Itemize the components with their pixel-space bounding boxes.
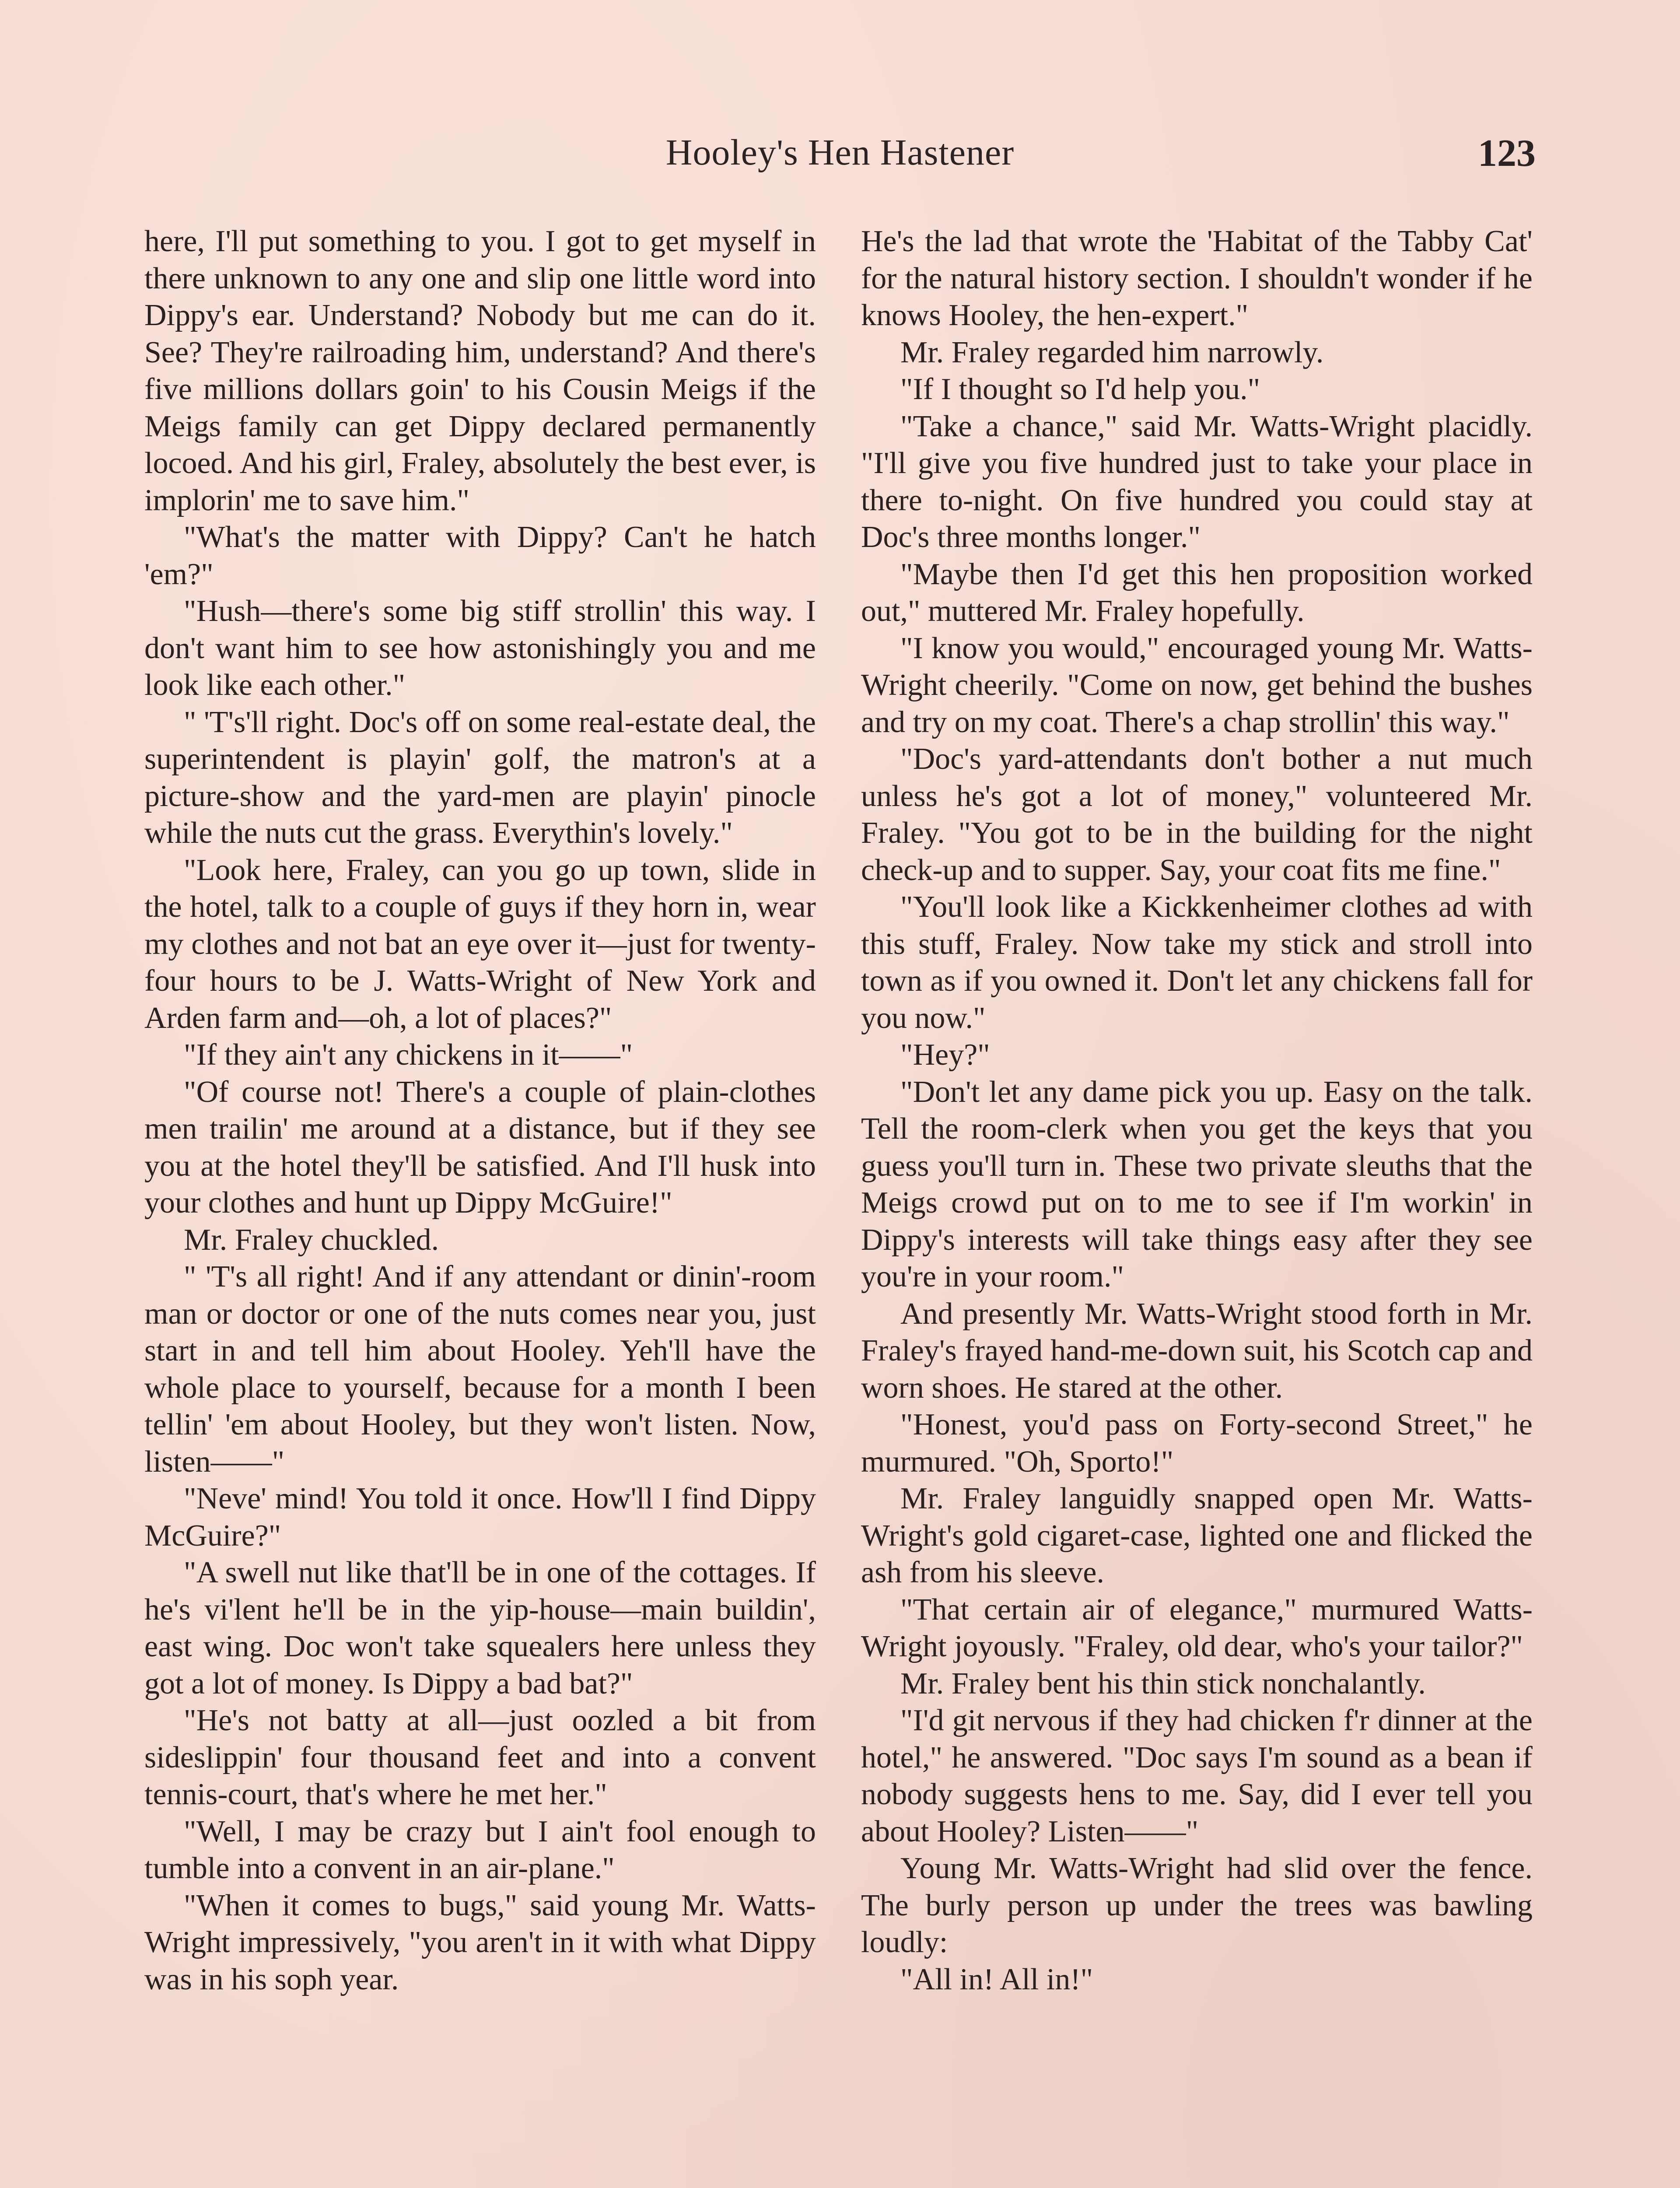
paragraph: "When it comes to bugs," said young Mr. Watts-Wright impressively, "you aren't in it with what Dippy was in his soph year. <box>144 1888 816 1996</box>
paragraph: Mr. Fraley languidly snapped open Mr. Watts-Wright's gold cigaret-case, lighted one and flicked the ash from his sleeve. <box>861 1482 1533 1589</box>
paragraph: "Look here, Fraley, can you go up town, slide in the hotel, talk to a couple of guys if they horn in, wear my clothes and not bat an eye over it—just for twenty-four hours to be J. Watts-Wright of New York and Arden farm and—oh, a lot of places?" <box>144 853 816 1035</box>
paragraph: "Don't let any dame pick you up. Easy on the talk. Tell the room-clerk when you get the keys that you guess you'll turn in. These two private sleuths that the Meigs crowd put on to me to see if I'm workin' in Dippy's interests will take things easy after they see you're in your room." <box>861 1075 1533 1294</box>
paragraph: here, I'll put something to you. I got to get myself in there unknown to any one and slip one little word into Dippy's ear. Understand? Nobody but me can do it. See? They're railroading him, understand? And there's five millions dollars goin' to his Cousin Meigs if the Meigs family can get Dippy declared permanently locoed. And his girl, Fraley, absolutely the best ever, is implorin' me to save him." <box>144 224 816 517</box>
paragraph: "What's the matter with Dippy? Can't he hatch 'em?" <box>144 520 816 591</box>
paragraph: "You'll look like a Kickkenheimer clothes ad with this stuff, Fraley. Now take my stick and stroll into town as if you owned it. Don't let any chickens fall for you now." <box>861 890 1533 1035</box>
paragraph: "If they ain't any chickens in it——" <box>184 1038 633 1072</box>
paragraph: "Of course not! There's a couple of plain-clothes men trailin' me around at a distance, but if they see you at the hotel they'll be satisfied. And I'll husk into your clothes and hunt up Dippy McGuire!" <box>144 1075 816 1220</box>
paragraph: "That certain air of elegance," murmured Watts-Wright joyously. "Fraley, old dear, who's your tailor?" <box>861 1592 1533 1663</box>
paragraph: "Hush—there's some big stiff strollin' this way. I don't want him to see how astonishingly you and me look like each other." <box>144 594 816 702</box>
paragraph: "I know you would," encouraged young Mr. Watts-Wright cheerily. "Come on now, get behind the bushes and try on my coat. There's a chap strollin' this way." <box>861 631 1533 739</box>
paragraph: "A swell nut like that'll be in one of the cottages. If he's vi'lent he'll be in the yip-house—main buildin', east wing. Doc won't take squealers here unless they got a lot of money. Is Dippy a bad bat?" <box>144 1556 816 1701</box>
paragraph: "Honest, you'd pass on Forty-second Street," he murmured. "Oh, Sporto!" <box>861 1408 1533 1479</box>
paragraph: " 'T's all right! And if any attendant or dinin'-room man or doctor or one of the nuts comes near you, just start in and tell him about Hooley. Yeh'll have the whole place to yourself, because for a month I been tellin' 'em about Hooley, but they won't listen. Now, listen——" <box>144 1260 816 1479</box>
running-title: Hooley's Hen Hastener <box>665 132 1015 173</box>
paragraph: "Neve' mind! You told it once. How'll I find Dippy McGuire?" <box>144 1482 816 1553</box>
left-column <box>144 223 816 1998</box>
paragraph: He's the lad that wrote the 'Habitat of the Tabby Cat' for the natural history section. I shouldn't wonder if he knows Hooley, the hen-expert." <box>861 224 1533 332</box>
paragraph: Young Mr. Watts-Wright had slid over the fence. The burly person up under the trees was bawling loudly: <box>861 1851 1533 1959</box>
paragraph: Mr. Fraley regarded him narrowly. <box>900 335 1324 369</box>
paragraph: Mr. Fraley bent his thin stick nonchalantly. <box>900 1666 1426 1701</box>
paragraph: Mr. Fraley chuckled. <box>184 1223 439 1257</box>
paragraph: " 'T's'll right. Doc's off on some real-estate deal, the superintendent is playin' golf, the matron's at a picture-show and the yard-men are playin' pinocle while the nuts cut the grass. Everythin's lovely." <box>144 705 816 850</box>
paragraph: "Doc's yard-attendants don't bother a nut much unless he's got a lot of money," volunteered Mr. Fraley. "You got to be in the building for the night check-up and to supper. Say, your coat fits me fine." <box>861 742 1533 887</box>
page-header <box>144 131 1536 188</box>
paragraph: "Well, I may be crazy but I ain't fool enough to tumble into a convent in an air-plane." <box>144 1814 816 1885</box>
paragraph: "Maybe then I'd get this hen proposition worked out," muttered Mr. Fraley hopefully. <box>861 557 1533 628</box>
paragraph: "Hey?" <box>900 1038 990 1072</box>
paragraph: "I'd git nervous if they had chicken f'r dinner at the hotel," he answered. "Doc says I'm sound as a bean if nobody suggests hens to me. Say, did I ever tell you about Hooley? Listen——" <box>861 1704 1533 1848</box>
paragraph: And presently Mr. Watts-Wright stood forth in Mr. Fraley's frayed hand-me-down suit, his Scotch cap and worn shoes. He stared at the other. <box>861 1297 1533 1405</box>
page-number: 123 <box>1478 132 1536 175</box>
paragraph: "All in! All in!" <box>900 1962 1093 1996</box>
paragraph: "Take a chance," said Mr. Watts-Wright placidly. "I'll give you five hundred just to take your place in there to-night. On five hundred you could stay at Doc's three months longer." <box>861 409 1533 554</box>
paragraph: "He's not batty at all—just oozled a bit from sideslippin' four thousand feet and into a convent tennis-court, that's where he met her." <box>144 1704 816 1811</box>
paragraph: "If I thought so I'd help you." <box>900 372 1260 406</box>
right-column <box>861 223 1533 1998</box>
